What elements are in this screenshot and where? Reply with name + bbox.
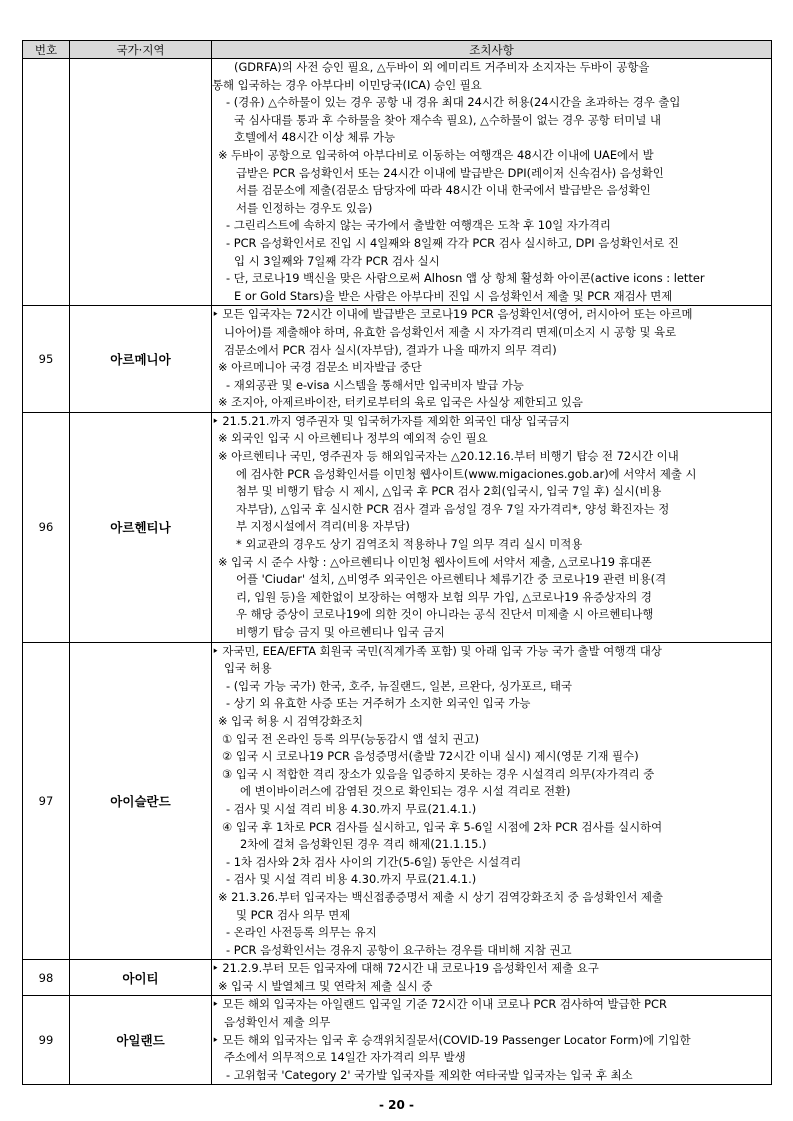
- measure-line: - (경유) △수하물이 있는 경우 공항 내 경유 최대 24시간 허용(24시간을 초과하는 경우 출입: [226, 95, 681, 110]
- table-row: [23, 306, 772, 413]
- measure-line: - 재외공관 및 e-visa 시스템을 통해서만 입국비자 발급 가능: [226, 377, 524, 392]
- measure-line: 검문소에서 PCR 검사 실시(자부담), 결과가 나올 때까지 의무 격리): [224, 342, 557, 357]
- measure-line: 서를 인정하는 경우도 있음): [236, 200, 373, 215]
- row-number: 95: [23, 306, 70, 413]
- measure-line: 입 시 3일째와 7일째 각각 PCR 검사 실시: [234, 253, 440, 268]
- measures-cell: [212, 960, 772, 996]
- country-name: 아일랜드: [70, 996, 212, 1085]
- measure-line: 니아어)를 제출해야 하며, 유효한 음성확인서 제출 시 자가격리 면제(미소지 시 공항 및 육로: [224, 324, 677, 339]
- measures-cell: [212, 996, 772, 1085]
- measure-line: ※ 21.3.26.부터 입국자는 백신접종증명서 제출 시 상기 검역강화조치 중 음성확인서 제출: [218, 889, 663, 904]
- measure-line: ※ 입국 시 준수 사항 : △아르헨티나 이민청 웹사이트에 서약서 제출, △코로나19 휴대폰: [218, 554, 652, 569]
- measure-line: 에 검사한 PCR 음성확인서를 이민청 웹사이트(www.migaciones.gob.ar)에 서약서 제출 시: [236, 466, 697, 481]
- measure-line: ※ 입국 시 발열체크 및 연락처 제출 실시 중: [218, 978, 433, 993]
- measure-line: (GDRFA)의 사전 승인 필요, △두바이 외 에미리트 거주비자 소지자는 두바이 공항을: [234, 60, 650, 74]
- measure-line: - PCR 음성확인서는 경유지 공항이 요구하는 경우를 대비해 지참 권고: [226, 942, 572, 957]
- measure-line: ④ 입국 후 1차로 PCR 검사를 실시하고, 입국 후 5-6일 시점에 2차 PCR 검사를 실시하여: [222, 819, 663, 834]
- measure-line: - PCR 음성확인서로 진입 시 4일째와 8일째 각각 PCR 검사 실시하고, DPI 음성확인서로 진: [226, 235, 679, 250]
- measure-line: 첨부 및 비행기 탑승 시 제시, △입국 후 PCR 검사 2회(입국시, 입국 7일 후) 실시(비용: [236, 484, 662, 499]
- table-row: [23, 642, 772, 960]
- measure-line: - 검사 및 시설 격리 비용 4.30.까지 무료(21.4.1.): [226, 801, 477, 816]
- measure-line: - 고위험국 'Category 2' 국가발 입국자를 제외한 여타국발 입국자는 입국 후 최소: [226, 1067, 633, 1082]
- measure-line: - 1차 검사와 2차 검사 사이의 기간(5-6일) 동안은 시설격리: [226, 854, 522, 869]
- measure-line: ‣ 자국민, EEA/EFTA 회원국 국민(직계가족 포함) 및 아래 입국 가능 국가 출발 여행객 대상: [212, 643, 662, 658]
- table-header-row: [23, 41, 772, 59]
- measure-line: 자부담), △입국 후 실시한 PCR 검사 결과 음성일 경우 7일 자가격리*, 양성 확진자는 정: [236, 501, 670, 516]
- measure-line: ‣ 21.5.21.까지 영주권자 및 입국허가자를 제외한 외국인 대상 입국금지: [212, 413, 570, 428]
- measure-line: - 단, 코로나19 백신을 맞은 사람으로써 Alhosn 앱 상 항체 활성화 아이콘(active icons : letter: [226, 271, 705, 286]
- measure-line: ③ 입국 시 적합한 격리 장소가 있음을 입증하지 못하는 경우 시설격리 의무(자가격리 중: [222, 766, 655, 781]
- measure-line: 및 PCR 검사 의무 면제: [236, 907, 351, 922]
- country-name: 아르헨티나: [70, 412, 212, 642]
- measure-line: ‣ 모든 해외 입국자는 입국 후 승객위치질문서(COVID-19 Passenger Locator Form)에 기입한: [212, 1032, 691, 1047]
- measure-line: ※ 입국 허용 시 검역강화조치: [218, 713, 364, 728]
- measures-cell: [212, 59, 772, 306]
- measure-line: 어플 'Ciudar' 설치, △비영주 외국인은 아르헨티나 체류기간 중 코로나19 관련 비용(격: [236, 572, 667, 587]
- measure-line: 리, 입원 등)을 제한없이 보장하는 여행자 보험 의무 가입, △코로나19 유증상자의 경: [236, 589, 652, 604]
- country-name: 아이티: [70, 960, 212, 996]
- measures-cell: [212, 306, 772, 413]
- measure-line: ※ 두바이 공항으로 입국하여 아부다비로 이동하는 여행객은 48시간 이내에 UAE에서 발: [218, 147, 654, 162]
- measure-line: - 그린리스트에 속하지 않는 국가에서 출발한 여행객은 도착 후 10일 자가격리: [226, 218, 611, 233]
- header-region: 국가·지역: [70, 41, 212, 59]
- measure-line: ① 입국 전 온라인 등록 의무(능동감시 앱 설치 권고): [222, 731, 480, 746]
- row-number: 98: [23, 960, 70, 996]
- measure-line: * 외교관의 경우도 상기 검역조치 적용하나 7일 의무 격리 실시 미적용: [236, 537, 583, 552]
- measure-line: ‣ 모든 해외 입국자는 아일랜드 입국일 기준 72시간 이내 코로나 PCR 검사하여 발급한 PCR: [212, 997, 667, 1012]
- measure-line: ‣ 21.2.9.부터 모든 입국자에 대해 72시간 내 코로나19 음성확인서 제출 요구: [212, 961, 599, 976]
- measure-line: 국 심사대를 통과 후 수하물을 찾아 재수속 필요), △수하물이 없는 경우 공항 터미널 내: [234, 112, 662, 127]
- measures-cell: [212, 412, 772, 642]
- header-measures: 조치사항: [212, 41, 772, 59]
- measure-line: ※ 외국인 입국 시 아르헨티나 정부의 예외적 승인 필요: [218, 431, 488, 446]
- country-name: 아르메니아: [70, 306, 212, 413]
- quarantine-measures-table: [22, 40, 772, 1085]
- measure-line: - 검사 및 시설 격리 비용 4.30.까지 무료(21.4.1.): [226, 872, 477, 887]
- measure-line: 입국 허용: [224, 661, 272, 676]
- country-name: [70, 59, 212, 306]
- measure-line: - 온라인 사전등록 의무는 유지: [226, 925, 377, 940]
- measure-line: 우 해당 증상이 코로나19에 의한 것이 아니라는 공식 진단서 미제출 시 아르헨티나행: [236, 607, 654, 622]
- measure-line: 에 변이바이러스에 감염된 것으로 확인되는 경우 시설 격리로 전환): [240, 784, 571, 799]
- measure-line: 통해 입국하는 경우 아부다비 이민당국(ICA) 승인 필요: [212, 77, 482, 92]
- measure-line: ② 입국 시 코로나19 PCR 음성증명서(출발 72시간 이내 실시) 제시(영문 기재 필수): [222, 749, 639, 764]
- header-number: 번호: [23, 41, 70, 59]
- measures-cell: [212, 642, 772, 960]
- row-number: 97: [23, 642, 70, 960]
- measure-line: 부 지정시설에서 격리(비용 자부담): [236, 519, 410, 534]
- measure-line: 서를 검문소에 제출(검문소 담당자에 따라 48시간 이내 한국에서 발급받은 음성확인: [236, 183, 651, 198]
- table-row: [23, 960, 772, 996]
- measure-line: 주소에서 의무적으로 14일간 자가격리 의무 발생: [224, 1050, 466, 1065]
- page-number: - 20 -: [378, 1098, 414, 1112]
- country-name: 아이슬란드: [70, 642, 212, 960]
- measure-line: 급받은 PCR 음성확인서 또는 24시간 이내에 발급받은 DPI(레이저 신속검사) 음성확인: [236, 165, 664, 180]
- row-number: [23, 59, 70, 306]
- row-number: 99: [23, 996, 70, 1085]
- measure-line: 비행기 탑승 금지 및 아르헨티나 입국 금지: [236, 625, 445, 639]
- measure-line: ※ 조지아, 아제르바이잔, 터키로부터의 육로 입국은 사실상 제한되고 있음: [218, 395, 583, 410]
- measure-line: 2차에 걸쳐 음성확인된 경우 격리 해제(21.1.15.): [240, 837, 487, 852]
- measure-line: E or Gold Stars)을 받은 사람은 아부다비 진입 시 음성확인서 제출 및 PCR 재검사 면제: [234, 288, 673, 303]
- row-number: 96: [23, 412, 70, 642]
- measure-line: 음성확인서 제출 의무: [224, 1015, 331, 1030]
- table-row: [23, 59, 772, 306]
- table-row: [23, 412, 772, 642]
- measure-line: ※ 아르메니아 국경 검문소 비자발급 중단: [218, 360, 422, 375]
- table-row: [23, 996, 772, 1085]
- measure-line: - (입국 가능 국가) 한국, 호주, 뉴질랜드, 일본, 르완다, 싱가포르, 태국: [226, 678, 573, 693]
- table-body: [23, 59, 772, 1085]
- measure-line: 호텔에서 48시간 이상 체류 가능: [234, 130, 396, 145]
- measure-line: - 상기 외 유효한 사증 또는 거주허가 소지한 외국인 입국 가능: [226, 696, 531, 711]
- measure-line: ※ 아르헨티나 국민, 영주권자 등 해외입국자는 △20.12.16.부터 비행기 탑승 전 72시간 이내: [218, 449, 679, 464]
- measure-line: ‣ 모든 입국자는 72시간 이내에 발급받은 코로나19 PCR 음성확인서(영어, 러시아어 또는 아르메: [212, 307, 693, 322]
